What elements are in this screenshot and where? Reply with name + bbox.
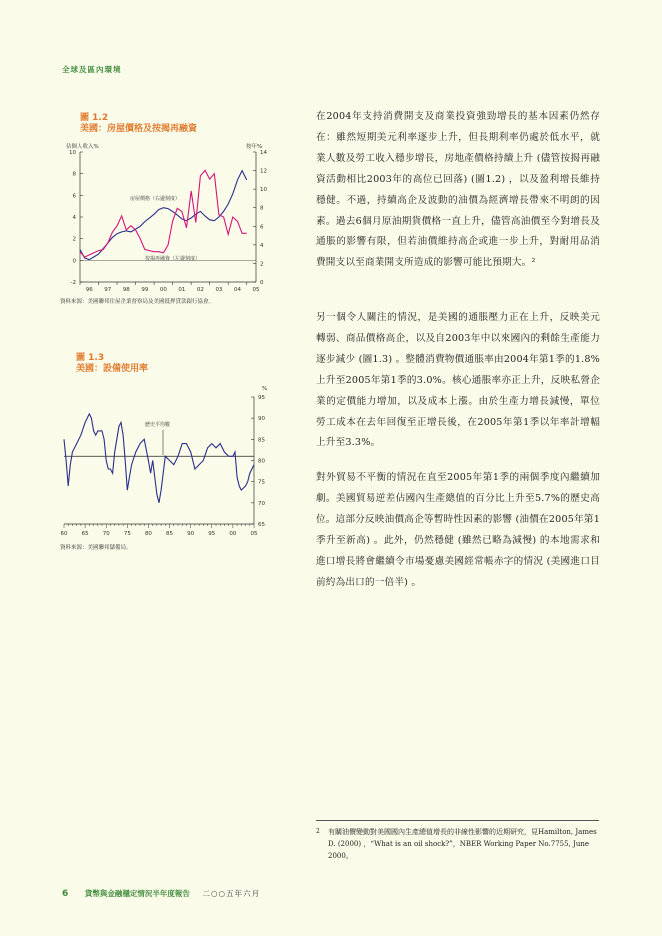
x-tick-label: 65 xyxy=(81,531,89,537)
y-right-tick-label: 95 xyxy=(258,395,265,401)
figure-2-chart xyxy=(56,382,276,542)
x-tick-label: 80 xyxy=(144,531,152,537)
y-left-tick-label: 6 xyxy=(72,193,76,200)
figure-1-right-unit: 按年% xyxy=(246,144,263,150)
y-left-tick-label: -2 xyxy=(70,280,76,286)
y-right-tick-label: 8 xyxy=(260,205,264,212)
report-date: 二○○五年六月 xyxy=(202,889,261,898)
x-tick-label: 98 xyxy=(122,287,130,293)
x-tick-label: 70 xyxy=(102,531,110,537)
figure-1-left-unit: 佔個人收入% xyxy=(66,144,99,150)
paragraph-3: 對外貿易不平衡的情況在直至2005年第1季的兩個季度內繼續加劇。美國貿易逆差佔國內生產總值的百分比上升至5.7%的歷史高位。這部分反映油價高企等暫時性因素的影響 (油價在2005年第1季升至新高) 。此外，仍然穩健 (雖然已略為減慢) 的本地需求和進口增長將會繼續令市場憂慮美國經常帳赤字的情況 (美國進口目前約為出口的一倍半) 。 xyxy=(316,472,600,588)
figure-2-right-unit: % xyxy=(262,386,268,392)
y-right-tick-label: 4 xyxy=(260,242,264,249)
y-left-tick-label: 10 xyxy=(69,150,76,156)
figure-2-source: 資料來源：美國聯邦儲備局。 xyxy=(60,545,132,551)
y-right-tick-label: 75 xyxy=(258,479,265,486)
x-tick-label: 05 xyxy=(252,287,260,293)
figure-1-annotation-refinancing: 按揭再融資（左邊刻度） xyxy=(145,256,201,262)
y-right-tick-label: 80 xyxy=(258,458,265,465)
y-right-tick-label: 2 xyxy=(260,261,264,268)
paragraph-1: 在2004年支持消費開支及商業投資強勁增長的基本因素仍然存在：雖然短期美元利率逐步上升，但長期利率仍處於低水平，就業人數及勞工收入穩步增長，房地產價格持續上升 (儘管按揭再融資活動相比2003年的高位已回落) (圖1.2) ，以及盈利增長維持穩健。不過，持續高企及波動的油價為經濟增長帶來不明朗的因素。過去6個月原油期貨價格一直上升，儘管高油價至今對增長及通脹的影響有限，但若油價維持高企或進一步上升，對耐用品消費開支以至商業開支所造成的影響可能比預期大。² xyxy=(316,111,600,269)
figure-1-source: 資料來源：美國聯邦住屋企業督察局及美國抵押貸款銀行協會。 xyxy=(60,299,215,305)
page-number: 6 xyxy=(62,889,69,899)
x-tick-label: 00 xyxy=(159,287,167,293)
report-title: 貨幣與金融穩定情況半年度報告 xyxy=(84,889,190,898)
x-tick-label: 03 xyxy=(215,287,223,293)
y-left-tick-label: 2 xyxy=(72,236,76,243)
figure-1-annotation-house-price: 房屋價格（右邊刻度） xyxy=(130,196,181,202)
x-tick-label: 75 xyxy=(123,531,131,537)
y-right-tick-label: 14 xyxy=(260,150,267,156)
y-right-tick-label: 0 xyxy=(260,280,264,286)
footnote-number: 2 xyxy=(316,828,320,835)
y-right-tick-label: 6 xyxy=(260,224,264,231)
y-right-tick-label: 65 xyxy=(258,522,265,528)
figure-1-number: 圖 1.2 xyxy=(80,113,109,123)
y-right-tick-label: 10 xyxy=(260,187,267,194)
figure-2-number: 圖 1.3 xyxy=(76,353,105,363)
x-tick-label: 97 xyxy=(104,287,112,293)
y-left-tick-label: 0 xyxy=(72,258,76,265)
x-tick-label: 95 xyxy=(208,531,216,537)
figure-2-annotation: 歷史平均數 xyxy=(145,422,171,428)
x-tick-label: 99 xyxy=(141,287,149,293)
figure-2-axes xyxy=(61,395,266,537)
y-left-tick-label: 8 xyxy=(72,171,76,178)
x-tick-label: 85 xyxy=(166,531,174,537)
x-tick-label: 02 xyxy=(196,287,204,293)
y-left-tick-label: 4 xyxy=(72,215,76,221)
figure-1-chart xyxy=(56,140,276,300)
y-right-tick-label: 90 xyxy=(258,416,265,423)
x-tick-label: 90 xyxy=(187,531,195,537)
figure-1-title: 美國：房屋價格及按揭再融資 xyxy=(80,124,198,134)
page-footer xyxy=(62,888,260,899)
x-tick-label: 05 xyxy=(250,531,258,537)
x-tick-label: 60 xyxy=(60,531,68,537)
x-tick-label: 96 xyxy=(85,287,93,293)
section-header: 全球及區內環境 xyxy=(62,65,122,74)
footnote-divider xyxy=(316,820,599,821)
x-tick-label: 04 xyxy=(233,287,241,293)
x-tick-label: 01 xyxy=(178,287,186,293)
y-right-tick-label: 85 xyxy=(258,437,265,444)
x-tick-label: 00 xyxy=(229,531,237,537)
figure-2-title: 美國：設備使用率 xyxy=(76,364,149,374)
y-right-tick-label: 12 xyxy=(260,168,267,175)
paragraph-2: 另一個令人關注的情況，是美國的通脹壓力正在上升，反映美元轉弱、商品價格高企，以及自2003年中以來國內的剩餘生產能力逐步減少 (圖1.3) 。整體消費物價通脹率由2004年第1季的1.8%上升至2005年第1季的3.0%。核心通脹率亦正上升，反映私營企業的定價能力增加，以及成本上漲。由於生產力增長減慢，單位勞工成本在去年回復至正增長後，在2005年第1季以年率計增幅上升至3.3%。 xyxy=(316,312,600,449)
figure-1-series xyxy=(80,170,247,259)
y-right-tick-label: 70 xyxy=(258,500,265,507)
footnote-text: 有關油價變動對美國國內生產總值增長的非線性影響的近期研究，見Hamilton, James D. (2000) ，“What is an oil shock?”，NBER Working Paper No.7755, June 2000。 xyxy=(328,828,597,860)
